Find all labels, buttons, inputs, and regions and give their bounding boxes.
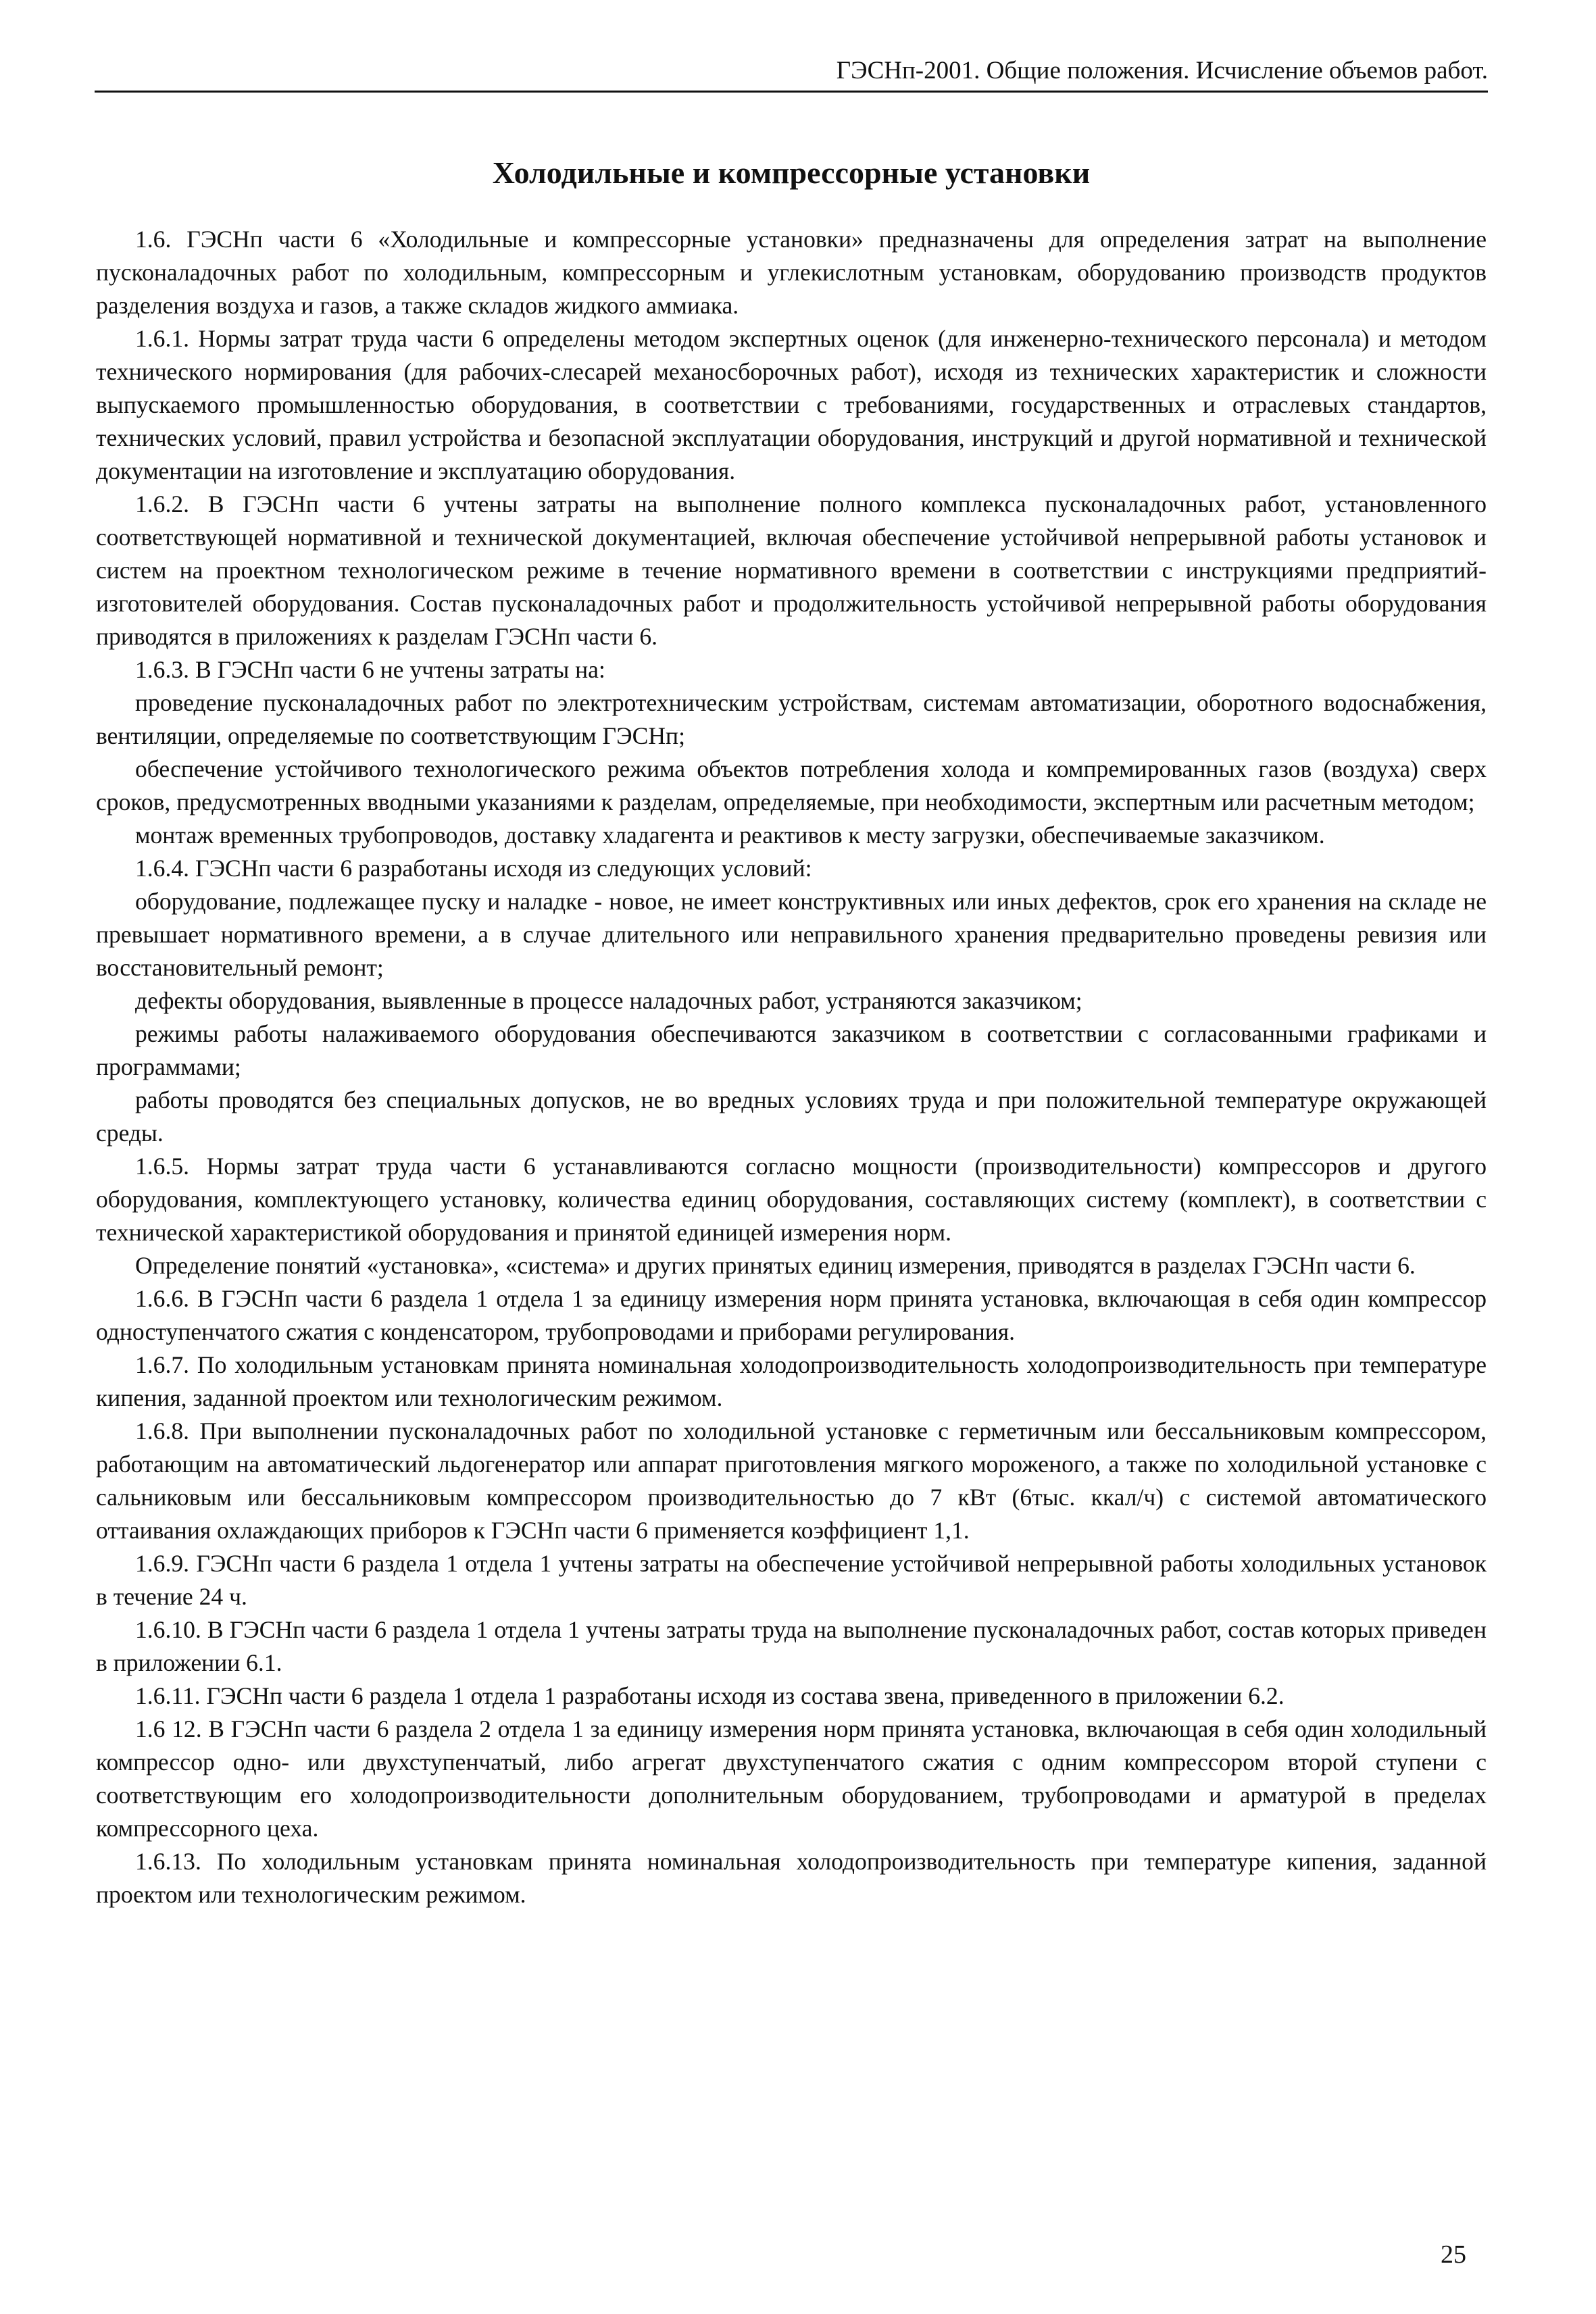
paragraph-1-6-3: 1.6.3. В ГЭСНп части 6 не учтены затраты на: (135, 656, 605, 683)
section-title: Холодильные и компрессорные установки (492, 155, 1091, 190)
paragraph-1-6: 1.6. ГЭСНп части 6 «Холодильные и компрессорные установки» предназначены для определения затрат на выполнение пусконаладочных работ по холодильным, компрессорным и углекислотным установкам, оборудованию производств продуктов разделения воздуха и газов, а также складов жидкого аммиака. (96, 226, 1487, 319)
list-item: режимы работы налаживаемого оборудования обеспечиваются заказчиком в соответствии с согласованными графиками и программами; (96, 1020, 1487, 1080)
paragraph-1-6-5: 1.6.5. Нормы затрат труда части 6 устанавливаются согласно мощности (производительности) компрессоров и другого оборудования, комплектующего установку, количества единиц оборудования, составляющих систему (комплект), в соответствии с технической характеристикой оборудования и принятой единицей измерения норм. (96, 1153, 1487, 1246)
paragraph-1-6-9: 1.6.9. ГЭСНп части 6 раздела 1 отдела 1 учтены затраты на обеспечение устойчивой непрерывной работы холодильных установок в течение 24 ч. (96, 1550, 1487, 1610)
running-header: ГЭСНп-2001. Общие положения. Исчисление объемов работ. (836, 57, 1488, 84)
list-item: монтаж временных трубопроводов, доставку хладагента и реактивов к месту загрузки, обеспечиваемые заказчиком. (135, 822, 1325, 849)
header-rule (95, 91, 1488, 93)
paragraph-1-6-4: 1.6.4. ГЭСНп части 6 разработаны исходя из следующих условий: (135, 855, 812, 882)
paragraph-1-6-1: 1.6.1. Нормы затрат труда части 6 определены методом экспертных оценок (для инженерно-технического персонала) и методом технического нормирования (для рабочих-слесарей механосборочных работ), исходя из технических характеристик и сложности выпускаемого промышленностью оборудования, в соответствии с требованиями, государственных и отраслевых стандартов, технических условий, правил устройства и безопасной эксплуатации оборудования, инструкций и другой нормативной и технической документации на изготовление и эксплуатацию оборудования. (96, 325, 1487, 484)
paragraph-1-6-2: 1.6.2. В ГЭСНп части 6 учтены затраты на выполнение полного комплекса пусконаладочных работ, установленного соответствующей нормативной и технической документацией, включая обеспечение устойчивой непрерывной работы установок и систем на проектном технологическом режиме в течение нормативного времени в соответствии с инструкциями предприятий-изготовителей оборудования. Состав пусконаладочных работ и продолжительность устойчивой непрерывной работы оборудования приводятся в приложениях к разделам ГЭСНп части 6. (96, 491, 1487, 650)
list-item: оборудование, подлежащее пуску и наладке - новое, не имеет конструктивных или иных дефектов, срок его хранения на складе не превышает нормативного времени, а в случае длительного или неправильного хранения предварительно проведены ревизия или восстановительный ремонт; (96, 888, 1487, 981)
page-number: 25 (1441, 2240, 1466, 2269)
list-item: дефекты оборудования, выявленные в процессе наладочных работ, устраняются заказчиком; (135, 987, 1082, 1014)
paragraph-1-6-13: 1.6.13. По холодильным установкам принята номинальная холодопроизводительность при температуре кипения, заданной проектом или технологическим режимом. (96, 1848, 1487, 1908)
paragraph-1-6-6: 1.6.6. В ГЭСНп части 6 раздела 1 отдела 1 за единицу измерения норм принята установка, включающая в себя один компрессор одноступенчатого сжатия с конденсатором, трубопроводами и приборами регулирования. (96, 1285, 1487, 1345)
paragraph-1-6-7: 1.6.7. По холодильным установкам принята номинальная холодопроизводительность холодопроизводительность при температуре кипения, заданной проектом или технологическим режимом. (96, 1351, 1487, 1411)
list-item: работы проводятся без специальных допусков, не во вредных условиях труда и при положительной температуре окружающей среды. (96, 1086, 1487, 1147)
paragraph-1-6-10: 1.6.10. В ГЭСНп части 6 раздела 1 отдела 1 учтены затраты труда на выполнение пусконаладочных работ, состав которых приведен в приложении 6.1. (96, 1616, 1487, 1676)
paragraph-1-6-11: 1.6.11. ГЭСНп части 6 раздела 1 отдела 1 разработаны исходя из состава звена, приведенного в приложении 6.2. (135, 1682, 1285, 1709)
body-text (96, 223, 1487, 1911)
list-item: проведение пусконаладочных работ по электротехническим устройствам, системам автоматизации, оборотного водоснабжения, вентиляции, определяемые по соответствующим ГЭСНп; (96, 689, 1487, 749)
list-item: обеспечение устойчивого технологического режима объектов потребления холода и компремированных газов (воздуха) сверх сроков, предусмотренных вводными указаниями к разделам, определяемые, при необходимости, экспертным или расчетным методом; (96, 755, 1487, 815)
paragraph-1-6-8: 1.6.8. При выполнении пусконаладочных работ по холодильной установке с герметичным или бессальниковым компрессором, работающим на автоматический льдогенератор или аппарат приготовления мягкого мороженого, а также по холодильной установке с сальниковым или бессальниковым компрессором производительностью до 7 кВт (6тыс. ккал/ч) с системой автоматического оттаивания охлаждающих приборов к ГЭСНп части 6 применяется коэффициент 1,1. (96, 1417, 1487, 1544)
paragraph-definitions: Определение понятий «установка», «система» и других принятых единиц измерения, приводятся в разделах ГЭСНп части 6. (135, 1252, 1416, 1279)
paragraph-1-6-12: 1.6 12. В ГЭСНп части 6 раздела 2 отдела 1 за единицу измерения норм принята установка, включающая в себя один холодильный компрессор одно- или двухступенчатый, либо агрегат двухступенчатого сжатия с одним компрессором второй ступени с соответствующим его холодопроизводительности дополнительным оборудованием, трубопроводами и арматурой в пределах компрессорного цеха. (96, 1715, 1487, 1842)
